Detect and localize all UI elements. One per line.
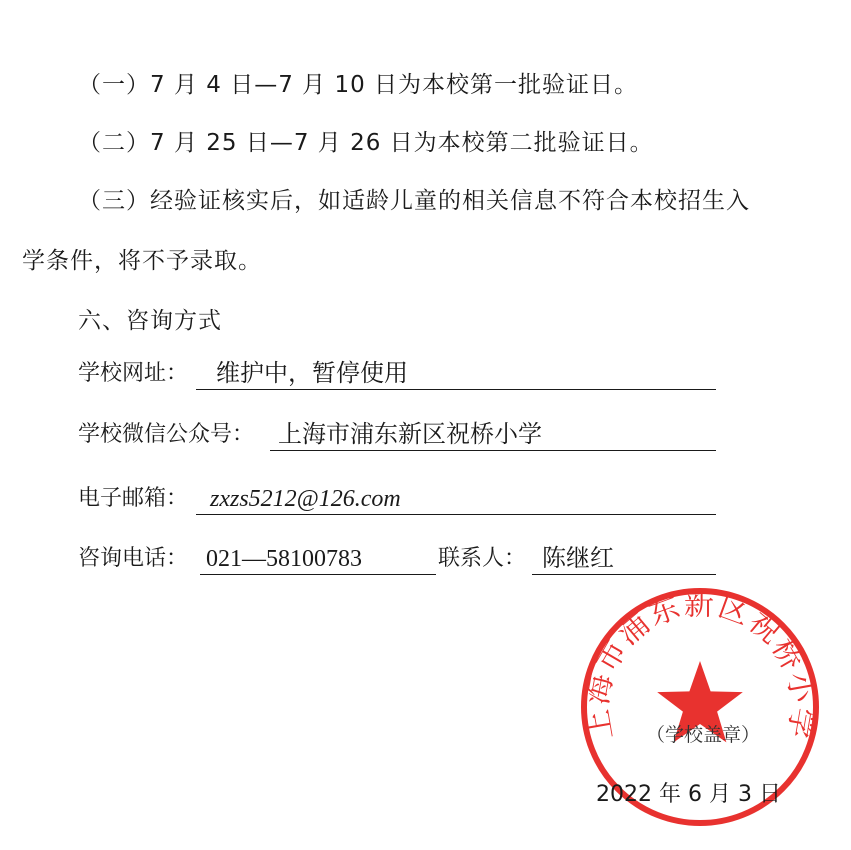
email-value: zxzs5212@126.com [196,484,716,515]
paragraph-verification-note: （三）经验证核实后，如适龄儿童的相关信息不符合本校招生入 [78,188,750,214]
website-value: 维护中，暂停使用 [196,359,716,390]
paragraph-verification-note-continued: 学条件，将不予录取。 [22,248,262,274]
paragraph-verification-batch-2: （二）7 月 25 日—7 月 26 日为本校第二批验证日。 [78,130,654,156]
phone-label: 咨询电话： [78,546,189,571]
section-title-contact: 六、咨询方式 [78,308,222,334]
email-label: 电子邮箱： [78,486,189,511]
seal-text: 上海市浦东新区祝桥小学 [580,587,820,743]
contact-person-label: 联系人： [438,546,527,571]
website-label: 学校网址： [78,361,189,386]
contact-person-value: 陈继红 [532,544,716,575]
document-date: 2022 年 6 月 3 日 [596,782,781,807]
paragraph-verification-batch-1: （一）7 月 4 日—7 月 10 日为本校第一批验证日。 [78,72,639,98]
wechat-value: 上海市浦东新区祝桥小学 [270,420,716,451]
wechat-label: 学校微信公众号： [78,422,255,447]
phone-value: 021—58100783 [200,544,436,575]
seal-note: （学校盖章） [646,724,761,746]
